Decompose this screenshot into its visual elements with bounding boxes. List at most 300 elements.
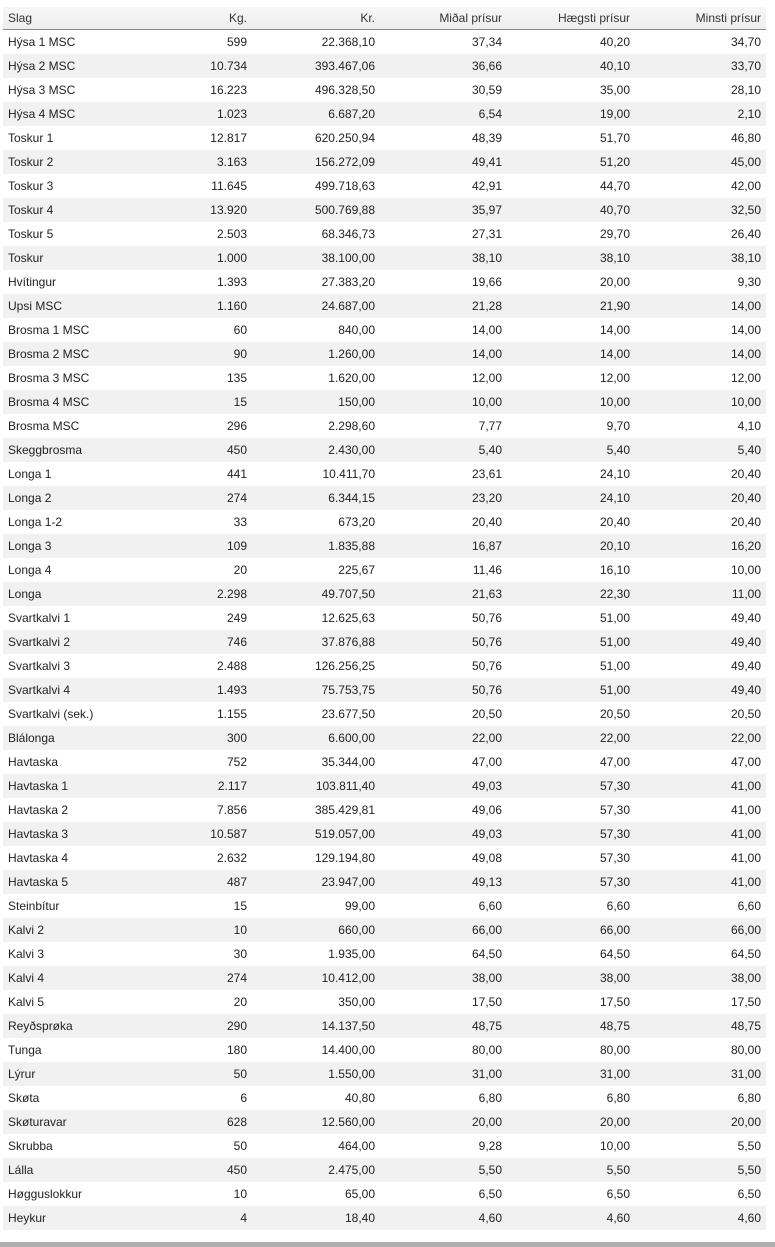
table-row[interactable]	[3, 102, 766, 126]
avg-price-cell: 6,80	[478, 1091, 502, 1105]
kg-cell: 20	[233, 995, 247, 1009]
table-row[interactable]	[3, 1158, 766, 1182]
species-cell: Kalvi 4	[3, 966, 124, 990]
min-price-cell: 5,50	[635, 1158, 766, 1182]
kg-cell: 50	[233, 1139, 247, 1153]
species-cell: Longa 4	[8, 563, 52, 577]
species-cell: Skeggbrosma	[3, 438, 124, 462]
max-price-cell: 57,30	[599, 851, 630, 865]
table-row[interactable]	[3, 342, 766, 366]
kr-cell: 99,00	[344, 899, 375, 913]
table-row[interactable]	[3, 942, 766, 966]
avg-price-cell: 10,00	[380, 390, 507, 414]
max-price-cell: 4,60	[507, 1206, 635, 1230]
min-price-cell: 38,00	[635, 966, 766, 990]
avg-price-cell: 14,00	[380, 342, 507, 366]
species-cell: Brosma 3 MSC	[8, 371, 90, 385]
species-cell: Steinbítur	[8, 899, 60, 913]
kg-cell: 2.298	[124, 582, 252, 606]
table-row[interactable]	[3, 174, 766, 198]
species-cell: Svartkalvi (sek.)	[8, 707, 94, 721]
kr-cell: 65,00	[344, 1187, 375, 1201]
min-price-cell: 4,60	[635, 1206, 766, 1230]
min-price-cell: 6,60	[737, 899, 761, 913]
kr-cell: 6.344,15	[252, 486, 380, 510]
max-price-cell: 38,10	[507, 246, 635, 270]
min-price-cell: 6,50	[737, 1187, 761, 1201]
max-price-cell: 48,75	[507, 1014, 635, 1038]
avg-price-cell: 20,50	[471, 707, 502, 721]
kr-cell: 23.947,00	[252, 870, 380, 894]
species-cell: Toskur 5	[8, 227, 54, 241]
species-cell: Heykur	[3, 1206, 124, 1230]
min-price-cell: 20,40	[635, 486, 766, 510]
max-price-cell: 51,00	[599, 611, 630, 625]
min-price-cell: 4,10	[737, 419, 761, 433]
kr-cell: 840,00	[338, 323, 375, 337]
kg-cell: 1.160	[124, 294, 252, 318]
avg-price-cell: 16,87	[380, 534, 507, 558]
species-cell: Lýrur	[3, 1062, 124, 1086]
kr-cell: 103.811,40	[252, 774, 380, 798]
table-row[interactable]	[3, 414, 766, 438]
avg-price-cell: 6,50	[478, 1187, 502, 1201]
kr-cell: 129.194,80	[314, 851, 375, 865]
kg-cell: 11.645	[211, 179, 247, 193]
max-price-cell: 20,40	[599, 515, 630, 529]
species-cell: Svartkalvi 3	[8, 659, 71, 673]
max-price-cell: 17,50	[599, 995, 630, 1009]
species-cell: Brosma MSC	[8, 419, 80, 433]
min-price-cell: 2,10	[635, 102, 766, 126]
kg-cell: 180	[226, 1043, 247, 1057]
min-price-cell: 31,00	[635, 1062, 766, 1086]
table-row[interactable]	[3, 126, 766, 150]
avg-price-cell: 27,31	[471, 227, 502, 241]
min-price-cell: 45,00	[635, 150, 766, 174]
column-header-species[interactable]: Slag	[3, 7, 124, 30]
avg-price-cell: 6,54	[380, 102, 507, 126]
min-price-cell: 22,00	[635, 726, 766, 750]
kg-cell: 50	[124, 1062, 252, 1086]
max-price-cell: 64,50	[599, 947, 630, 961]
kr-cell: 496.328,50	[314, 83, 375, 97]
avg-price-cell: 80,00	[471, 1043, 502, 1057]
table-row[interactable]	[3, 1134, 766, 1158]
max-price-cell: 29,70	[599, 227, 630, 241]
kr-cell: 156.272,09	[252, 150, 380, 174]
kr-cell: 2.430,00	[252, 438, 380, 462]
avg-price-cell: 35,97	[380, 198, 507, 222]
kg-cell: 10	[233, 1187, 247, 1201]
min-price-cell: 41,00	[730, 803, 761, 817]
avg-price-cell: 49,41	[380, 150, 507, 174]
table-row[interactable]	[3, 222, 766, 246]
min-price-cell: 46,80	[730, 131, 761, 145]
max-price-cell: 47,00	[599, 755, 630, 769]
kg-cell: 6	[240, 1091, 247, 1105]
kg-cell: 33	[233, 515, 247, 529]
min-price-cell: 32,50	[635, 198, 766, 222]
species-cell: Brosma 1 MSC	[8, 323, 90, 337]
species-cell: Kalvi 5	[8, 995, 45, 1009]
min-price-cell: 49,40	[730, 659, 761, 673]
kg-cell: 1.493	[124, 678, 252, 702]
kr-cell: 519.057,00	[252, 822, 380, 846]
min-price-cell: 49,40	[635, 678, 766, 702]
table-row[interactable]	[3, 654, 766, 678]
species-cell: Hýsa 3 MSC	[8, 83, 76, 97]
avg-price-cell: 23,20	[380, 486, 507, 510]
max-price-cell: 14,00	[599, 323, 630, 337]
species-cell: Kalvi 3	[8, 947, 45, 961]
species-cell: Havtaska 4	[8, 851, 69, 865]
avg-price-cell: 64,50	[471, 947, 502, 961]
kr-cell: 620.250,94	[314, 131, 375, 145]
table-row[interactable]	[3, 966, 766, 990]
min-price-cell: 11,00	[635, 582, 766, 606]
avg-price-cell: 49,08	[471, 851, 502, 865]
avg-price-cell: 42,91	[471, 179, 502, 193]
max-price-cell: 10,00	[599, 1139, 630, 1153]
column-header-kr[interactable]: Kr.	[252, 7, 380, 30]
min-price-cell: 10,00	[635, 390, 766, 414]
kg-cell: 30	[233, 947, 247, 961]
avg-price-cell: 49,03	[380, 822, 507, 846]
table-row[interactable]	[3, 318, 766, 342]
min-price-cell: 20,50	[730, 707, 761, 721]
kr-cell: 38.100,00	[252, 246, 380, 270]
species-cell: Brosma 2 MSC	[3, 342, 124, 366]
kr-cell: 12.625,63	[321, 611, 375, 625]
table-row[interactable]	[3, 1206, 766, 1230]
avg-price-cell: 5,40	[380, 438, 507, 462]
min-price-cell: 14,00	[730, 323, 761, 337]
table-row[interactable]	[3, 486, 766, 510]
min-price-cell: 34,70	[730, 35, 761, 49]
species-cell: Longa 1	[8, 467, 52, 481]
avg-price-cell: 47,00	[471, 755, 502, 769]
table-row[interactable]	[3, 54, 766, 78]
kg-cell: 2.632	[216, 851, 247, 865]
min-price-cell: 28,10	[730, 83, 761, 97]
min-price-cell: 9,30	[737, 275, 761, 289]
column-header-avg-price[interactable]: Miðal prísur	[380, 7, 507, 30]
species-cell: Skøta	[8, 1091, 40, 1105]
kr-cell: 37.876,88	[252, 630, 380, 654]
min-price-cell: 41,00	[635, 774, 766, 798]
kg-cell: 290	[124, 1014, 252, 1038]
kg-cell: 274	[124, 486, 252, 510]
max-price-cell: 22,30	[507, 582, 635, 606]
kr-cell: 464,00	[338, 1139, 375, 1153]
column-header-kg[interactable]: Kg.	[124, 7, 252, 30]
avg-price-cell: 11,46	[472, 563, 502, 577]
table-row[interactable]	[3, 462, 766, 486]
kg-cell: 1.000	[124, 246, 252, 270]
table-row[interactable]	[3, 918, 766, 942]
kg-cell: 7.856	[216, 803, 247, 817]
species-cell: Havtaska 5	[3, 870, 124, 894]
max-price-cell: 51,20	[507, 150, 635, 174]
max-price-cell: 6,60	[606, 899, 630, 913]
table-row[interactable]	[3, 510, 766, 534]
min-price-cell: 5,40	[635, 438, 766, 462]
min-price-cell: 10,00	[730, 563, 761, 577]
table-row[interactable]	[3, 30, 766, 55]
table-row[interactable]	[3, 1110, 766, 1134]
avg-price-cell: 9,28	[478, 1139, 502, 1153]
avg-price-cell: 6,60	[478, 899, 502, 913]
max-price-cell: 21,90	[507, 294, 635, 318]
kg-cell: 1.023	[124, 102, 252, 126]
max-price-cell: 51,00	[507, 678, 635, 702]
species-cell: Hýsa 4 MSC	[3, 102, 124, 126]
max-price-cell: 24,10	[599, 467, 630, 481]
horizontal-scrollbar[interactable]	[0, 1242, 775, 1247]
kr-cell: 499.718,63	[314, 179, 375, 193]
min-price-cell: 20,40	[730, 467, 761, 481]
species-cell: Longa 3	[3, 534, 124, 558]
kg-cell: 15	[233, 899, 247, 913]
max-price-cell: 51,00	[599, 659, 630, 673]
table-row[interactable]	[3, 534, 766, 558]
kr-cell: 126.256,25	[314, 659, 375, 673]
column-header-max-price[interactable]: Hægsti prísur	[507, 7, 635, 30]
kr-cell: 1.620,00	[328, 371, 375, 385]
max-price-cell: 20,10	[507, 534, 635, 558]
table-row[interactable]	[3, 366, 766, 390]
avg-price-cell: 66,00	[380, 918, 507, 942]
table-row[interactable]	[3, 846, 766, 870]
kr-cell: 1.550,00	[252, 1062, 380, 1086]
max-price-cell: 57,30	[507, 774, 635, 798]
min-price-cell: 49,40	[730, 611, 761, 625]
table-row[interactable]	[3, 78, 766, 102]
avg-price-cell: 30,59	[471, 83, 502, 97]
kr-cell: 27.383,20	[321, 275, 375, 289]
table-row[interactable]	[3, 630, 766, 654]
table-row[interactable]	[3, 870, 766, 894]
kr-cell: 500.769,88	[252, 198, 380, 222]
species-cell: Skrubba	[8, 1139, 53, 1153]
avg-price-cell: 21,28	[380, 294, 507, 318]
table-row[interactable]	[3, 294, 766, 318]
table-row[interactable]	[3, 582, 766, 606]
species-cell: Høgguslokkur	[8, 1187, 83, 1201]
min-price-cell: 20,40	[730, 515, 761, 529]
table-row[interactable]	[3, 198, 766, 222]
avg-price-cell: 36,66	[380, 54, 507, 78]
kg-cell: 450	[124, 438, 252, 462]
species-cell: Toskur 2	[3, 150, 124, 174]
table-row[interactable]	[3, 390, 766, 414]
max-price-cell: 16,10	[599, 563, 630, 577]
min-price-cell: 5,50	[737, 1139, 761, 1153]
kg-cell: 296	[226, 419, 247, 433]
max-price-cell: 44,70	[599, 179, 630, 193]
min-price-cell: 33,70	[635, 54, 766, 78]
kr-cell: 40,80	[344, 1091, 375, 1105]
table-row[interactable]	[3, 678, 766, 702]
table-row[interactable]	[3, 606, 766, 630]
kr-cell: 1.935,00	[328, 947, 375, 961]
min-price-cell: 14,00	[635, 342, 766, 366]
table-row[interactable]	[3, 1062, 766, 1086]
avg-price-cell: 23,61	[471, 467, 502, 481]
avg-price-cell: 38,00	[380, 966, 507, 990]
kg-cell: 2.488	[216, 659, 247, 673]
kg-cell: 274	[124, 966, 252, 990]
max-price-cell: 40,70	[507, 198, 635, 222]
kr-cell: 23.677,50	[321, 707, 375, 721]
table-row[interactable]	[3, 150, 766, 174]
min-price-cell: 42,00	[730, 179, 761, 193]
kg-cell: 2.117	[124, 774, 252, 798]
max-price-cell: 6,80	[606, 1091, 630, 1105]
kg-cell: 60	[233, 323, 247, 337]
species-cell: Skøturavar	[3, 1110, 124, 1134]
min-price-cell: 64,50	[730, 947, 761, 961]
table-row[interactable]	[3, 750, 766, 774]
table-row[interactable]	[3, 558, 766, 582]
table-row[interactable]	[3, 270, 766, 294]
avg-price-cell: 50,76	[380, 630, 507, 654]
kg-cell: 10.587	[124, 822, 252, 846]
kr-cell: 6.600,00	[252, 726, 380, 750]
min-price-cell: 49,40	[635, 630, 766, 654]
table-row[interactable]	[3, 246, 766, 270]
species-cell: Toskur	[3, 246, 124, 270]
table-row[interactable]	[3, 894, 766, 918]
table-body	[3, 30, 766, 1231]
max-price-cell: 40,10	[507, 54, 635, 78]
table-row[interactable]	[3, 702, 766, 726]
avg-price-cell: 48,75	[380, 1014, 507, 1038]
avg-price-cell: 49,03	[380, 774, 507, 798]
kr-cell: 673,20	[338, 515, 375, 529]
min-price-cell: 80,00	[730, 1043, 761, 1057]
species-cell: Svartkalvi 1	[8, 611, 71, 625]
kg-cell: 3.163	[124, 150, 252, 174]
min-price-cell: 16,20	[635, 534, 766, 558]
max-price-cell: 51,70	[599, 131, 630, 145]
species-cell: Toskur 4	[3, 198, 124, 222]
kr-cell: 385.429,81	[314, 803, 375, 817]
kg-cell: 1.155	[216, 707, 247, 721]
table-header	[3, 7, 766, 30]
table-row[interactable]	[3, 1086, 766, 1110]
kg-cell: 10.734	[124, 54, 252, 78]
avg-price-cell: 5,50	[380, 1158, 507, 1182]
avg-price-cell: 7,77	[478, 419, 502, 433]
table-row[interactable]	[3, 774, 766, 798]
avg-price-cell: 50,76	[471, 611, 502, 625]
species-cell: Toskur 1	[8, 131, 54, 145]
kr-cell: 1.260,00	[252, 342, 380, 366]
table-row[interactable]	[3, 1038, 766, 1062]
kr-cell: 6.687,20	[252, 102, 380, 126]
avg-price-cell: 20,40	[471, 515, 502, 529]
kg-cell: 109	[124, 534, 252, 558]
kr-cell: 2.475,00	[252, 1158, 380, 1182]
max-price-cell: 20,00	[599, 275, 630, 289]
kr-cell: 35.344,00	[321, 755, 375, 769]
species-cell: Reyðsprøka	[3, 1014, 124, 1038]
species-cell: Havtaska	[8, 755, 59, 769]
max-price-cell: 40,20	[599, 35, 630, 49]
kg-cell: 441	[226, 467, 247, 481]
kg-cell: 487	[124, 870, 252, 894]
table-row[interactable]	[3, 822, 766, 846]
min-price-cell: 48,75	[635, 1014, 766, 1038]
avg-price-cell: 50,76	[471, 659, 502, 673]
kg-cell: 599	[226, 35, 247, 49]
kg-cell: 20	[233, 563, 247, 577]
table-row[interactable]	[3, 726, 766, 750]
kr-cell: 350,00	[338, 995, 375, 1009]
min-price-cell: 26,40	[730, 227, 761, 241]
kg-cell: 12.817	[210, 131, 247, 145]
species-cell: Havtaska 2	[8, 803, 69, 817]
kr-cell: 2.298,60	[328, 419, 375, 433]
max-price-cell: 12,00	[599, 371, 630, 385]
table-row[interactable]	[3, 798, 766, 822]
species-cell: Hýsa 1 MSC	[8, 35, 76, 49]
kg-cell: 90	[124, 342, 252, 366]
max-price-cell: 38,00	[507, 966, 635, 990]
kr-cell: 24.687,00	[252, 294, 380, 318]
min-price-cell: 6,80	[737, 1091, 761, 1105]
species-cell: Hýsa 2 MSC	[3, 54, 124, 78]
column-header-min-price[interactable]: Minsti prísur	[635, 7, 766, 30]
min-price-cell: 20,00	[635, 1110, 766, 1134]
kr-cell: 1.835,88	[252, 534, 380, 558]
kg-cell: 1.393	[216, 275, 247, 289]
avg-price-cell: 49,06	[471, 803, 502, 817]
table-row[interactable]	[3, 438, 766, 462]
species-cell: Longa	[3, 582, 124, 606]
species-cell: Toskur 3	[8, 179, 54, 193]
max-price-cell: 19,00	[507, 102, 635, 126]
avg-price-cell: 20,00	[380, 1110, 507, 1134]
species-cell: Longa 2	[3, 486, 124, 510]
min-price-cell: 38,10	[635, 246, 766, 270]
max-price-cell: 9,70	[606, 419, 630, 433]
species-cell: Havtaska 1	[3, 774, 124, 798]
min-price-cell: 41,00	[635, 870, 766, 894]
kr-cell: 10.411,70	[322, 467, 375, 481]
min-price-cell: 12,00	[730, 371, 761, 385]
kr-cell: 75.753,75	[252, 678, 380, 702]
species-cell: Longa 1-2	[8, 515, 63, 529]
avg-price-cell: 48,39	[471, 131, 502, 145]
kr-cell: 225,67	[338, 563, 375, 577]
kr-cell: 393.467,06	[252, 54, 380, 78]
table-row[interactable]	[3, 990, 766, 1014]
price-table-container	[3, 7, 766, 1230]
kr-cell: 14.137,50	[252, 1014, 380, 1038]
kg-cell: 16.223	[210, 83, 247, 97]
species-cell: Blálonga	[3, 726, 124, 750]
max-price-cell: 66,00	[507, 918, 635, 942]
kg-cell: 300	[124, 726, 252, 750]
table-row[interactable]	[3, 1014, 766, 1038]
kg-cell: 450	[124, 1158, 252, 1182]
table-row[interactable]	[3, 1182, 766, 1206]
max-price-cell: 14,00	[507, 342, 635, 366]
avg-price-cell: 37,34	[471, 35, 502, 49]
